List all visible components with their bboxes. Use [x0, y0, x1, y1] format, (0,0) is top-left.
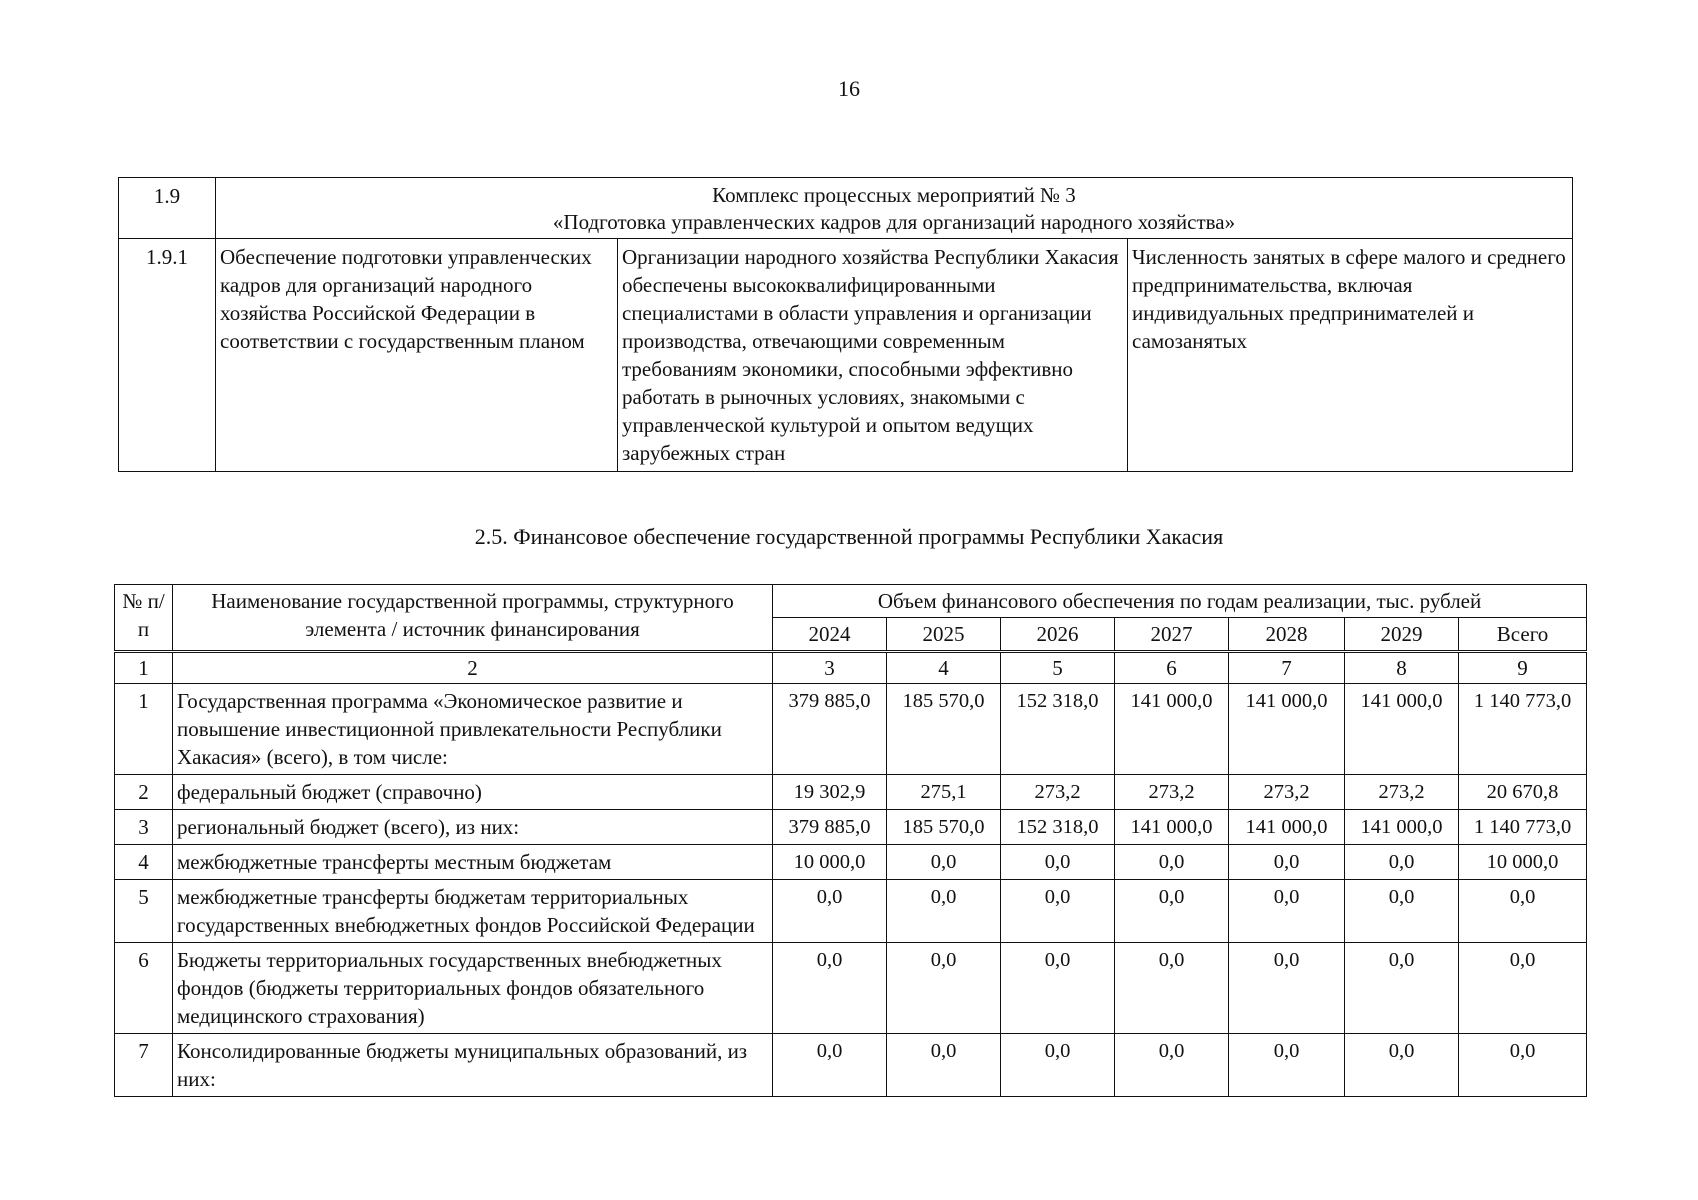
finance-row	[115, 684, 1587, 775]
row-value: 0,0	[887, 880, 1001, 943]
finance-row	[115, 880, 1587, 943]
group-title-line2: «Подготовка управленческих кадров для организаций народного хозяйства»	[552, 210, 1236, 234]
row-value: 273,2	[1001, 775, 1115, 810]
row-value: 141 000,0	[1115, 810, 1229, 845]
row-value: 0,0	[1229, 880, 1345, 943]
header-year: 2025	[887, 618, 1001, 652]
row-value: 0,0	[1345, 845, 1459, 880]
header-num: № п/п	[115, 585, 173, 652]
header-name: Наименование государственной программы, структурного элемента / источник финансирования	[173, 585, 773, 652]
row-total: 1 140 773,0	[1459, 810, 1587, 845]
group-code: 1.9	[119, 178, 216, 239]
row-value: 10 000,0	[773, 845, 887, 880]
header-volume: Объем финансового обеспечения по годам реализации, тыс. рублей	[773, 585, 1587, 618]
row-value: 0,0	[887, 943, 1001, 1034]
group-title-line1: Комплекс процессных мероприятий № 3	[712, 183, 1076, 207]
column-number: 1	[115, 652, 173, 684]
column-number: 3	[773, 652, 887, 684]
finance-row	[115, 810, 1587, 845]
row-value: 273,2	[1115, 775, 1229, 810]
row-value: 0,0	[887, 1034, 1001, 1097]
row-value: 0,0	[1345, 880, 1459, 943]
row-value: 0,0	[1229, 845, 1345, 880]
row-value: 0,0	[1115, 943, 1229, 1034]
column-number: 8	[1345, 652, 1459, 684]
section-title: 2.5. Финансовое обеспечение государственной программы Республики Хакасия	[474, 524, 1224, 549]
finance-header-row	[115, 585, 1587, 618]
row-total: 10 000,0	[1459, 845, 1587, 880]
row-number: 5	[115, 880, 173, 943]
row-value: 152 318,0	[1001, 684, 1115, 775]
header-year: 2026	[1001, 618, 1115, 652]
row-value: 379 885,0	[773, 684, 887, 775]
row-value: 0,0	[1115, 880, 1229, 943]
row-value: 185 570,0	[887, 684, 1001, 775]
row-name: Бюджеты территориальных государственных внебюджетных фондов (бюджеты территориальных фондов обязательного медицинского страхования)	[173, 943, 773, 1034]
row-value: 0,0	[1001, 880, 1115, 943]
row-value: 141 000,0	[1345, 810, 1459, 845]
row-name: Консолидированные бюджеты муниципальных образований, из них:	[173, 1034, 773, 1097]
row-number: 1	[115, 684, 173, 775]
row-value: 152 318,0	[1001, 810, 1115, 845]
row-number: 3	[115, 810, 173, 845]
activities-table	[118, 177, 1573, 472]
activity-group-row	[119, 178, 1573, 239]
header-year: 2024	[773, 618, 887, 652]
header-total: Всего	[1459, 618, 1587, 652]
row-value: 141 000,0	[1229, 684, 1345, 775]
row-name: межбюджетные трансферты местным бюджетам	[173, 845, 773, 880]
row-name: региональный бюджет (всего), из них:	[173, 810, 773, 845]
column-number: 6	[1115, 652, 1229, 684]
row-value: 141 000,0	[1345, 684, 1459, 775]
finance-row	[115, 1034, 1587, 1097]
column-number: 2	[173, 652, 773, 684]
activity-result: Организации народного хозяйства Республики Хакасия обеспечены высококвалифицированными специалистами в области управления и организации производства, отвечающими современным требованиям экономики, способными эффективно работать в рыночных условиях, знакомыми с управленческой культурой и опытом ведущих зарубежных стран	[618, 239, 1128, 472]
group-title	[216, 178, 1573, 239]
row-number: 4	[115, 845, 173, 880]
row-value: 0,0	[773, 1034, 887, 1097]
row-value: 0,0	[1345, 943, 1459, 1034]
finance-row	[115, 775, 1587, 810]
row-value: 379 885,0	[773, 810, 887, 845]
page-number: 16	[838, 76, 860, 101]
row-value: 0,0	[1001, 1034, 1115, 1097]
activity-row	[119, 239, 1573, 472]
row-value: 141 000,0	[1229, 810, 1345, 845]
row-value: 0,0	[887, 845, 1001, 880]
row-name: межбюджетные трансферты бюджетам территориальных государственных внебюджетных фондов Российской Федерации	[173, 880, 773, 943]
activity-indicator: Численность занятых в сфере малого и среднего предпринимательства, включая индивидуальных предпринимателей и самозанятых	[1128, 239, 1573, 472]
column-number: 4	[887, 652, 1001, 684]
column-number: 5	[1001, 652, 1115, 684]
row-value: 273,2	[1229, 775, 1345, 810]
row-value: 0,0	[773, 943, 887, 1034]
row-value: 275,1	[887, 775, 1001, 810]
row-value: 185 570,0	[887, 810, 1001, 845]
activity-code: 1.9.1	[119, 239, 216, 472]
row-value: 273,2	[1345, 775, 1459, 810]
row-value: 0,0	[1229, 1034, 1345, 1097]
row-value: 0,0	[1345, 1034, 1459, 1097]
finance-row	[115, 845, 1587, 880]
row-total: 0,0	[1459, 1034, 1587, 1097]
header-year: 2027	[1115, 618, 1229, 652]
header-year: 2028	[1229, 618, 1345, 652]
row-number: 7	[115, 1034, 173, 1097]
column-numbers-row	[115, 652, 1587, 684]
row-value: 0,0	[773, 880, 887, 943]
row-value: 0,0	[1115, 1034, 1229, 1097]
finance-table	[114, 584, 1587, 1097]
row-total: 1 140 773,0	[1459, 684, 1587, 775]
row-total: 20 670,8	[1459, 775, 1587, 810]
row-name: Государственная программа «Экономическое развитие и повышение инвестиционной привлекательности Республики Хакасия» (всего), в том числе:	[173, 684, 773, 775]
row-value: 0,0	[1115, 845, 1229, 880]
activity-task: Обеспечение подготовки управленческих кадров для организаций народного хозяйства Российской Федерации в соответствии с государственным планом	[216, 239, 618, 472]
row-value: 141 000,0	[1115, 684, 1229, 775]
column-number: 7	[1229, 652, 1345, 684]
row-value: 0,0	[1229, 943, 1345, 1034]
column-number: 9	[1459, 652, 1587, 684]
row-total: 0,0	[1459, 943, 1587, 1034]
row-value: 0,0	[1001, 845, 1115, 880]
row-value: 19 302,9	[773, 775, 887, 810]
row-number: 2	[115, 775, 173, 810]
finance-row	[115, 943, 1587, 1034]
row-value: 0,0	[1001, 943, 1115, 1034]
row-name: федеральный бюджет (справочно)	[173, 775, 773, 810]
row-number: 6	[115, 943, 173, 1034]
row-total: 0,0	[1459, 880, 1587, 943]
header-year: 2029	[1345, 618, 1459, 652]
